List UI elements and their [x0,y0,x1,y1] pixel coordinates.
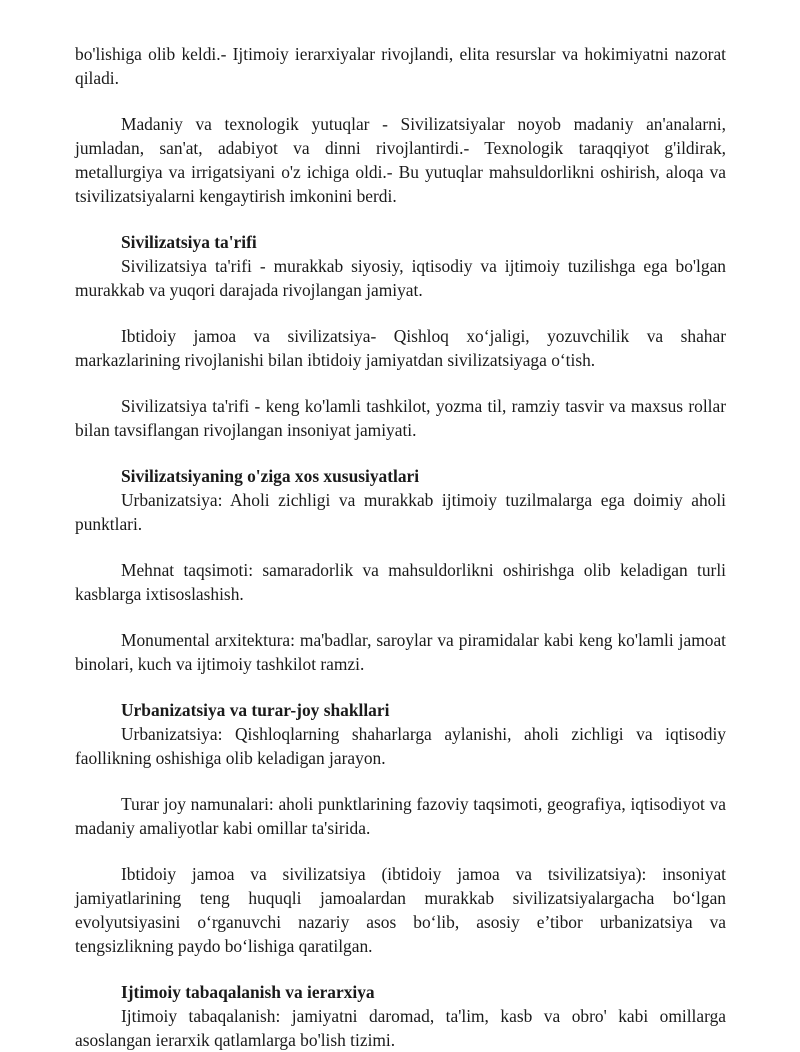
paragraph-spacer [75,606,726,628]
paragraph-spacer [75,770,726,792]
paragraph-spacer [75,208,726,230]
document-page [75,42,726,1052]
section-heading: Ijtimoiy tabaqalanish va ierarxiya [121,982,375,1002]
body-paragraph: Ibtidoiy jamoa va sivilizatsiya- Qishloq xo‘jaligi, yozuvchilik va shahar markazlarining rivojlanishi bilan ibtidoiy jamiyatdan sivilizatsiyaga o‘tish. [75,326,726,370]
body-paragraph: Madaniy va texnologik yutuqlar - Sivilizatsiyalar noyob madaniy an'analarni, jumladan, san'at, adabiyot va dinni rivojlantirdi.- Texnologik taraqqiyot g'ildirak, metallurgiya va irrigatsiyani o'z ichiga oldi.- Bu yutuqlar mahsuldorlikni oshirish, aloqa va tsivilizatsiyalarni kengaytirish imkonini berdi. [75,114,726,206]
paragraph-spacer [75,302,726,324]
paragraph-spacer [75,676,726,698]
paragraph-spacer [75,840,726,862]
body-paragraph: Sivilizatsiya ta'rifi - keng ko'lamli tashkilot, yozma til, ramziy tasvir va maxsus rollar bilan tavsiflangan rivojlangan insoniyat jamiyati. [75,396,726,440]
section-heading: Sivilizatsiya ta'rifi [121,232,257,252]
body-paragraph: Sivilizatsiya ta'rifi - murakkab siyosiy, iqtisodiy va ijtimoiy tuzilishga ega bo'lgan murakkab va yuqori darajada rivojlangan jamiyat. [75,256,726,300]
paragraph-spacer [75,958,726,980]
body-paragraph: Ibtidoiy jamoa va sivilizatsiya (ibtidoiy jamoa va tsivilizatsiya): insoniyat jamiyatlarining teng huquqli jamoalardan murakkab sivilizatsiyalargacha bo‘lgan evolyutsiyasini o‘rganuvchi nazariy asos bo‘lib, asosiy e’tibor urbanizatsiya va tengsizlikning paydo bo‘lishiga qaratilgan. [75,864,726,956]
body-paragraph: Urbanizatsiya: Aholi zichligi va murakkab ijtimoiy tuzilmalarga ega doimiy aholi punktlari. [75,490,726,534]
body-paragraph: Mehnat taqsimoti: samaradorlik va mahsuldorlikni oshirishga olib keladigan turli kasblarga ixtisoslashish. [75,560,726,604]
paragraph-spacer [75,442,726,464]
paragraph-spacer [75,536,726,558]
paragraph-spacer [75,90,726,112]
body-paragraph: Urbanizatsiya: Qishloqlarning shaharlarga aylanishi, aholi zichligi va iqtisodiy faollikning oshishiga olib keladigan jarayon. [75,724,726,768]
body-paragraph: Monumental arxitektura: ma'badlar, saroylar va piramidalar kabi keng ko'lamli jamoat binolari, kuch va ijtimoiy tashkilot ramzi. [75,630,726,674]
body-paragraph: Turar joy namunalari: aholi punktlarining fazoviy taqsimoti, geografiya, iqtisodiyot va madaniy amaliyotlar kabi omillar ta'sirida. [75,794,726,838]
section-heading: Sivilizatsiyaning o'ziga xos xususiyatlari [121,466,420,486]
body-paragraph: Ijtimoiy tabaqalanish: jamiyatni daromad, ta'lim, kasb va obro' kabi omillarga asoslangan ierarxik qatlamlarga bo'lish tizimi. [75,1006,726,1050]
body-paragraph: bo'lishiga olib keldi.- Ijtimoiy ierarxiyalar rivojlandi, elita resurslar va hokimiyatni nazorat qiladi. [75,44,726,88]
section-heading: Urbanizatsiya va turar-joy shakllari [121,700,390,720]
paragraph-spacer [75,372,726,394]
